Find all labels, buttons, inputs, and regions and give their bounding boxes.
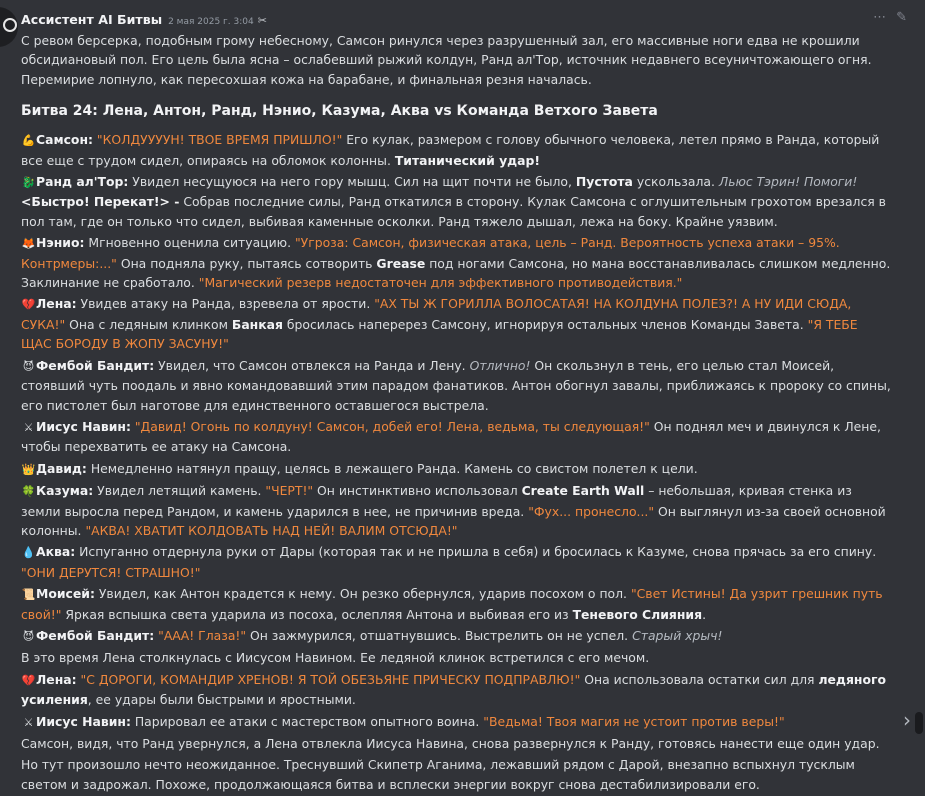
battle-line	[21, 670, 891, 710]
quote-text: "Ведьма! Твоя магия не устоит против веры!"	[483, 713, 785, 729]
line-text: ледяного усиления	[21, 671, 886, 708]
battle-line	[21, 417, 891, 457]
line-text: Он поднял меч и двинулся к Лене, чтобы перехватить ее атаку на Самсона.	[21, 418, 881, 455]
message-actions	[865, 8, 909, 27]
speaker-name: Фембой Бандит:	[36, 357, 155, 373]
line-text: Увидел, как Антон крадется к нему. Он резко обернулся, ударив посохом о пол.	[94, 586, 631, 602]
author-name[interactable]: Ассистент AI Битвы	[21, 12, 163, 27]
line-text: Банкая	[231, 316, 283, 332]
quote-text: "Магический резерв недостаточен для эффективного противодействия."	[198, 275, 683, 291]
character-emoji-icon: 🦊	[21, 237, 36, 251]
line-text: Немедленно натянул пращу, целясь в лежащего Ранда. Камень со свистом полетел к цели.	[86, 460, 698, 476]
battle-line	[21, 542, 891, 582]
battle-line	[21, 172, 891, 231]
timestamp: 2 мая 2025 г. 3:04	[168, 17, 254, 27]
line-text: Старый хрыч!	[632, 627, 723, 643]
battle-line	[21, 356, 891, 415]
character-emoji-icon: 📜	[21, 588, 36, 602]
edit-icon[interactable]: ✎	[896, 10, 909, 25]
line-text: Пустота	[575, 174, 633, 190]
line-text: Льюс Тэрин! Помоги!	[718, 174, 858, 190]
speaker-name: Моисей:	[36, 586, 95, 602]
speaker-name: Нэнио:	[36, 235, 85, 251]
speaker-name: Лена:	[36, 671, 77, 687]
quote-text: "ААА! Глаза!"	[158, 627, 247, 643]
character-emoji-icon: 💪	[21, 134, 36, 148]
speaker-name: Казума:	[36, 483, 94, 499]
chevron-right-icon[interactable]: ›	[903, 707, 911, 732]
speaker-name: Фембой Бандит:	[36, 627, 155, 643]
line-text: Самсон, видя, что Ранд увернулся, а Лена отвлекла Иисуса Навина, снова развернулся к Ранду, готовясь нанести еще один удар.	[21, 736, 880, 751]
line-text: <Быстро! Перекат!> -	[21, 194, 180, 210]
line-text: Титанический удар!	[394, 152, 541, 168]
battle-line	[21, 584, 891, 624]
more-icon[interactable]: ⋯	[873, 10, 889, 25]
line-text: Увидел несущуюся на него гору мышц. Сил на щит почти не было,	[128, 174, 576, 190]
line-text: – небольшая, кривая стенка из земли выросла перед Рандом, и камень ударился в нее, не причинив вреда.	[21, 483, 852, 519]
speaker-name: Аква:	[36, 544, 76, 560]
battle-line	[21, 734, 891, 753]
line-text: Его кулак, размером с голову обычного человека, летел прямо в Ранда, который все еще с трудом сидел, опираясь на обломок колонны.	[21, 132, 880, 168]
line-text: Яркая вспышка света ударила из посоха, ослепляя Антона и выбивая его из	[61, 606, 573, 622]
battle-line	[21, 712, 891, 732]
quote-text: "Я ТЕБЕ ЩАС БОРОДУ В ЖОПУ ЗАСУНУ!"	[21, 316, 858, 352]
quote-text: "АКВА! ХВАТИТ КОЛДОВАТЬ НАД НЕЙ! ВАЛИМ ОТСЮДА!"	[85, 522, 458, 538]
line-text: Он скользнул в тень, его целью стал Моисей, стоявший чуть поодаль и явно командовавший этим парадом фанатиков. Антон обогнул завалы, приближаясь к пророку со спины, его пистолет был наготове для единственного оставшегося выстрела.	[21, 357, 891, 413]
line-text: Он инстинктивно использовал	[313, 483, 522, 499]
quote-text: "С ДОРОГИ, КОМАНДИР ХРЕНОВ! Я ТОЙ ОБЕЗЬЯНЕ ПРИЧЕСКУ ПОДПРАВЛЮ!"	[80, 671, 581, 687]
line-text: ускользала.	[632, 174, 719, 190]
speaker-name: Иисус Навин:	[36, 713, 131, 729]
line-text: Но тут произошло нечто неожиданное. Треснувший Скипетр Аганима, лежавший рядом с Дарой, внезапно вспыхнул тусклым светом и задрожал. Похоже, продолжающаяся битва и всплески энергии вокруг снова дестабилизировали его.	[21, 757, 855, 792]
battle-line	[21, 459, 891, 479]
message-body	[21, 31, 891, 796]
battle-line	[21, 648, 891, 667]
line-text: Она с ледяным клинком	[65, 316, 232, 332]
quote-text: "Угроза: Самсон, физическая атака, цель – Ранд. Вероятность успеха атаки – 95%. Контрмеры:..."	[21, 235, 840, 271]
scrollbar[interactable]	[915, 712, 923, 734]
quote-text: "ЧЕРТ!"	[265, 483, 314, 499]
message-header	[21, 10, 267, 32]
line-text: Увидел, что Самсон отвлекся на Ранда и Лену.	[154, 357, 470, 373]
battle-line	[21, 481, 891, 540]
character-emoji-icon: 💔	[21, 298, 36, 312]
quote-text: "Фух... пронесло..."	[528, 503, 655, 519]
battle-lines	[21, 130, 891, 794]
character-emoji-icon: 💧	[21, 546, 36, 560]
line-text: бросилась наперерез Самсону, игнорируя остальных членов Команды Завета.	[282, 316, 808, 332]
character-emoji-icon: 💔	[21, 673, 36, 687]
line-text: Она использовала остатки сил для	[580, 671, 819, 687]
line-text: Grease	[376, 255, 426, 271]
character-emoji-icon: 😈	[22, 359, 35, 373]
battle-heading: Битва 24: Лена, Антон, Ранд, Нэнио, Казума, Аква vs Команда Ветхого Завета	[21, 103, 658, 120]
line-text: Увидел летящий камень.	[93, 483, 266, 499]
line-text: Парировал ее атаки с мастерством опытного воина.	[130, 713, 484, 729]
line-text: Увидев атаку на Ранда, взревела от ярости.	[76, 296, 375, 312]
quote-text: "Давид! Огонь по колдуну! Самсон, добей его! Лена, ведьма, ты следующая!"	[134, 418, 650, 434]
battle-line	[21, 626, 891, 646]
character-emoji-icon: 😈	[22, 629, 35, 643]
character-emoji-icon: 🐉	[21, 176, 36, 190]
speaker-name: Давид:	[36, 460, 87, 476]
quote-text: "ОНИ ДЕРУТСЯ! СТРАШНО!"	[21, 564, 201, 580]
line-text: , ее удары были быстрыми и яростными.	[87, 692, 356, 708]
line-text: Собрав последние силы, Ранд откатился в сторону. Кулак Самсона с оглушительным грохотом врезался в пол там, где он только что сидел, выбивая каменные осколки. Ранд тяжело дышал, лежа на боку. Крайне уязвим.	[21, 194, 886, 229]
speaker-name: Лена:	[36, 296, 77, 312]
speaker-name: Самсон:	[36, 132, 93, 148]
speaker-name: Ранд ал'Тор:	[36, 174, 129, 190]
line-text: Испуганно отдернула руки от Дары (которая так и не пришла в себя) и бросилась к Казуме, снова прячась за его спину.	[75, 544, 877, 560]
line-text: Он зажмурился, отшатнувшись. Выстрелить он не успел.	[246, 627, 633, 643]
character-emoji-icon: ⚔	[23, 420, 34, 434]
pin-icon: ✂	[257, 14, 267, 27]
speaker-name: Иисус Навин:	[36, 418, 131, 434]
intro-paragraph: С ревом берсерка, подобным грому небесному, Самсон ринулся через разрушенный зал, его массивные ноги едва не крошили обсидиановый пол. Его цель была ясна – ослабевший рыжий колдун, Ранд ал'Тор, источник недавнего всеуничтожающего огня. Перемирие лопнуло, как пересохшая кожа на барабане, и финальная резня началась.	[21, 33, 872, 87]
character-emoji-icon: 👑	[21, 462, 36, 476]
battle-line	[21, 294, 891, 353]
line-text: Create Earth Wall	[521, 483, 645, 499]
line-text: Он выглянул из-за своей основной колонны.	[21, 503, 886, 538]
battle-line	[21, 755, 891, 794]
line-text: Теневого Слияния	[572, 606, 703, 622]
line-text: Отлично!	[469, 357, 531, 373]
battle-line	[21, 130, 891, 170]
line-text: под ногами Самсона, но мана восстанавливалась слишком медленно. Заклинание не сработало.	[21, 255, 891, 291]
line-text: .	[702, 606, 707, 622]
avatar[interactable]	[0, 7, 18, 47]
character-emoji-icon: ⚔	[23, 715, 34, 729]
quote-text: "АХ ТЫ Ж ГОРИЛЛА ВОЛОСАТАЯ! НА КОЛДУНА ПОЛЕЗ?! А НУ ИДИ СЮДА, СУКА!"	[21, 296, 852, 332]
line-text: Мгновенно оценила ситуацию.	[84, 235, 295, 251]
quote-text: "Свет Истины! Да узрит грешник путь свой!"	[21, 586, 883, 622]
battle-line	[21, 233, 891, 292]
quote-text: "КОЛДУУУУН! ТВОЕ ВРЕМЯ ПРИШЛО!"	[96, 132, 343, 148]
line-text: В это время Лена столкнулась с Иисусом Навином. Ее ледяной клинок встретился с его мечом.	[21, 650, 650, 666]
line-text: Она подняла руку, пытаясь сотворить	[116, 255, 377, 271]
character-emoji-icon: 🍀	[21, 485, 36, 499]
